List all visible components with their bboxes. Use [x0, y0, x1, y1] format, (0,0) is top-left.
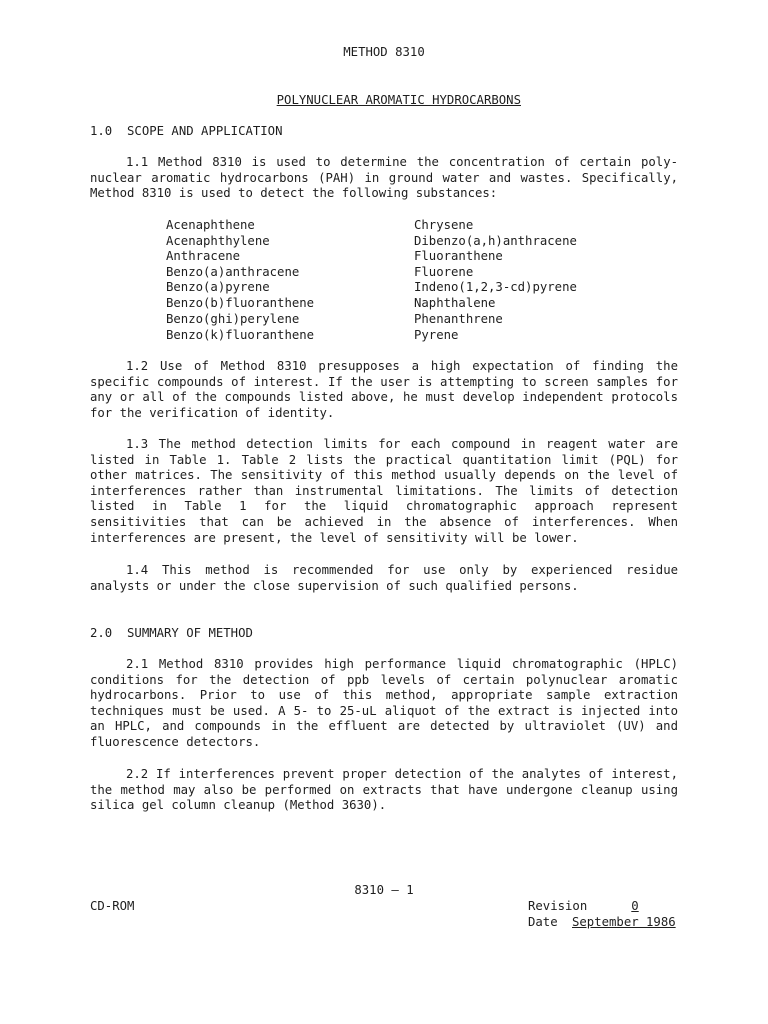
paragraph-1-4: 1.4 This method is recommended for use only by experienced residue analysts or under the close supervision of such qualified persons.: [90, 563, 678, 593]
revision-value: 0: [631, 899, 639, 913]
page-number: 8310 — 1: [354, 883, 414, 897]
revision-label: Revision: [528, 899, 588, 913]
compound-left-item: Benzo(a)pyrene: [166, 280, 270, 294]
compound-right-item: Naphthalene: [414, 295, 496, 310]
compound-left-item: Benzo(ghi)perylene: [166, 311, 300, 326]
compound-left-item: Acenaphthylene: [166, 233, 270, 248]
compound-left-item: Benzo(a)anthracene: [166, 264, 300, 279]
date-value: September 1986: [572, 915, 676, 929]
document-subtitle-wrap: [0, 77, 768, 124]
compound-right-item: Fluoranthene: [414, 249, 503, 263]
method-title: METHOD 8310: [343, 45, 425, 59]
section-1-heading: 1.0 SCOPE AND APPLICATION: [90, 124, 283, 138]
compound-left-item: Anthracene: [166, 249, 241, 263]
compound-right-item: Phenanthrene: [414, 311, 503, 326]
section-2-heading: 2.0 SUMMARY OF METHOD: [90, 626, 253, 640]
compound-left-item: Benzo(k)fluoranthene: [166, 327, 315, 342]
compound-right-item: Chrysene: [414, 218, 474, 232]
compound-left-item: Benzo(b)fluoranthene: [166, 295, 315, 310]
paragraph-1-3: 1.3 The method detection limits for each compound in reagent water are listed in Table 1. Table 2 lists the practical quantitation limit (PQL) for other matrices. The sensitivity of this method usually depends on the level of interferences rather than instrumental limitations. The limits of detection listed in Table 1 for the liquid chromatographic approach represent sensitivities that can be achieved in the absence of interferences. When interferences are present, the level of sensitivity will be lower.: [90, 437, 678, 545]
paragraph-1-1: 1.1 Method 8310 is used to determine the concentration of certain poly- nuclear aromatic hydrocarbons (PAH) in ground water and wastes. Specifically, Method 8310 is used to detect the following substances:: [90, 155, 678, 201]
document-subtitle: POLYNUCLEAR AROMATIC HYDROCARBONS: [276, 92, 521, 107]
paragraph-2-1: 2.1 Method 8310 provides high performance liquid chromatographic (HPLC) conditions for the detection of ppb levels of certain polynuclear aromatic hydrocarbons. Prior to use of this method, appropriate sample extraction techniques must be used. A 5- to 25-uL aliquot of the extract is injected into an HPLC, and compounds in the effluent are detected by ultraviolet (UV) and fluorescence detectors.: [90, 657, 678, 749]
compound-right-item: Dibenzo(a,h)anthracene: [414, 233, 577, 248]
compound-right-item: Pyrene: [414, 327, 459, 342]
date-label: Date: [528, 915, 558, 929]
compound-right-item: Indeno(1,2,3-cd)pyrene: [414, 280, 577, 294]
media-label: CD-ROM: [90, 899, 135, 913]
paragraph-1-2: 1.2 Use of Method 8310 presupposes a high expectation of finding the specific compounds of interest. If the user is attempting to screen samples for any or all of the compounds listed above, he must develop independent protocols for the verification of identity.: [90, 359, 678, 420]
compound-right-item: Fluorene: [414, 264, 474, 279]
paragraph-2-2: 2.2 If interferences prevent proper detection of the analytes of interest, the method may also be performed on extracts that have undergone cleanup using silica gel column cleanup (Method 3630).: [90, 767, 678, 813]
compound-left-item: Acenaphthene: [166, 218, 255, 232]
